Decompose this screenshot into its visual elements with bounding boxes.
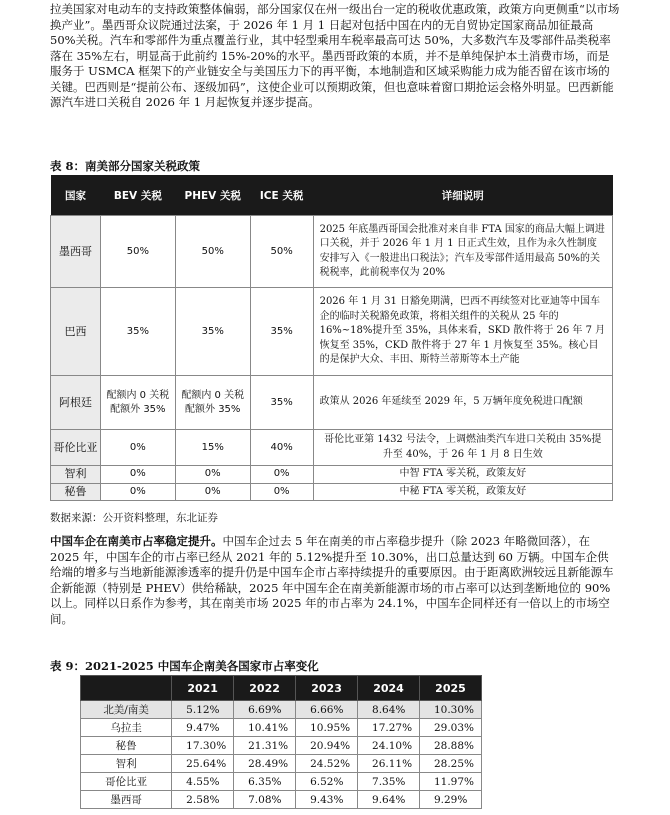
- value-cell: 6.35%: [234, 773, 296, 791]
- value-cell: 11.97%: [419, 773, 481, 791]
- value-cell: 10.95%: [296, 719, 358, 737]
- value-cell: 25.64%: [172, 755, 234, 773]
- value-cell: 5.12%: [172, 701, 234, 719]
- table-row: [51, 483, 613, 501]
- value-cell: 29.03%: [419, 719, 481, 737]
- value-cell: 2.58%: [172, 791, 234, 809]
- value-cell: 26.11%: [358, 755, 420, 773]
- value-cell: 9.64%: [358, 791, 420, 809]
- table-row: [51, 430, 613, 466]
- value-cell: 6.66%: [296, 701, 358, 719]
- share-table-header: [81, 676, 482, 701]
- row-label: 智利: [81, 755, 172, 773]
- detail-cell: 2026 年 1 月 31 日豁免期满，巴西不再续签对比亚迪等中国车企的临时关税豁免政策，将相关组件的关税从 25 年的 16%~18%提升至 35%，具体来看，SKD 散件将于 26 年 7 月恢复至 35%，CKD 散件将于 27 年 1 月恢复至 35%。核心目的是保护大众、丰田、斯特兰蒂斯等本土产能: [313, 288, 612, 376]
- detail-cell: 中秘 FTA 零关税，政策友好: [313, 483, 612, 501]
- header-year: 2024: [358, 676, 420, 701]
- table-row: [51, 466, 613, 484]
- paragraph-lead: 中国车企在南美市占率稳定提升。: [50, 534, 223, 548]
- header-empty: [81, 676, 172, 701]
- value-cell: 28.88%: [419, 737, 481, 755]
- detail-cell: 政策从 2026 年延续至 2029 年，5 万辆年度免税进口配额: [313, 376, 612, 430]
- phev-cell: 35%: [175, 288, 250, 376]
- table8-caption: 表 8：南美部分国家关税政策: [50, 159, 201, 173]
- value-cell: 21.31%: [234, 737, 296, 755]
- value-cell: 24.10%: [358, 737, 420, 755]
- header-ice: ICE 关税: [250, 175, 313, 216]
- value-cell: 10.30%: [419, 701, 481, 719]
- paragraph-body: 中国车企过去 5 年在南美的市占率稳步提升（除 2023 年略微回落），在 2025 年，中国车企的市占率已经从 2021 年的 5.12%提升至 10.30%，出口总量达到 60 万辆。中国车企供给端的增多与当地新能源渗透率的提升仍是中国车企市占率持续提升的重要原因。由于距离欧洲较远且新能源车企新能源（特别是 PHEV）供给稀缺，2025 年中国车企在南美新能源市场的市占率可以达到垄断地位的 90%以上。同样以日系作为参考，其在南美市场 2025 年的市占率为 24.1%，中国车企同样还有一倍以上的市场空间。: [50, 534, 614, 626]
- table-row: [81, 701, 482, 719]
- table-row: [51, 376, 613, 430]
- table-row: [81, 737, 482, 755]
- value-cell: 17.30%: [172, 737, 234, 755]
- row-label: 北美/南美: [81, 701, 172, 719]
- data-source-note: 数据来源：公开资料整理，东北证券: [50, 512, 218, 524]
- detail-cell: 哥伦比亚第 1432 号法令，上调燃油类汽车进口关税由 35%提升至 40%，于 26 年 1 月 8 日生效: [313, 430, 612, 466]
- bev-cell: 配额内 0 关税配额外 35%: [100, 376, 175, 430]
- tariff-policy-table: [50, 175, 613, 501]
- row-label: 秘鲁: [81, 737, 172, 755]
- country-cell: 哥伦比亚: [51, 430, 101, 466]
- ice-cell: 35%: [250, 288, 313, 376]
- value-cell: 28.25%: [419, 755, 481, 773]
- phev-cell: 0%: [175, 466, 250, 484]
- bev-cell: 0%: [100, 483, 175, 501]
- detail-cell: 2025 年底墨西哥国会批准对来自非 FTA 国家的商品大幅上调进口关税，并于 2026 年 1 月 1 日正式生效，且作为永久性制度安排写入《一般进出口税法》；汽车及零部件适用最高 50%的关税税率，此前税率仅为 20%: [313, 216, 612, 288]
- value-cell: 6.52%: [296, 773, 358, 791]
- value-cell: 17.27%: [358, 719, 420, 737]
- table-row: [81, 791, 482, 809]
- bev-cell: 50%: [100, 216, 175, 288]
- value-cell: 20.94%: [296, 737, 358, 755]
- detail-cell: 中智 FTA 零关税，政策友好: [313, 466, 612, 484]
- row-label: 乌拉圭: [81, 719, 172, 737]
- value-cell: 7.35%: [358, 773, 420, 791]
- phev-cell: 配额内 0 关税配额外 35%: [175, 376, 250, 430]
- table-row: [51, 216, 613, 288]
- table-row: [51, 288, 613, 376]
- table-row: [81, 773, 482, 791]
- header-bev: BEV 关税: [100, 175, 175, 216]
- row-label: 墨西哥: [81, 791, 172, 809]
- bev-cell: 0%: [100, 430, 175, 466]
- header-country: 国家: [51, 175, 101, 216]
- value-cell: 7.08%: [234, 791, 296, 809]
- country-cell: 秘鲁: [51, 483, 101, 501]
- value-cell: 10.41%: [234, 719, 296, 737]
- ice-cell: 0%: [250, 483, 313, 501]
- value-cell: 4.55%: [172, 773, 234, 791]
- country-cell: 巴西: [51, 288, 101, 376]
- intro-paragraph: 拉美国家对电动车的支持政策整体偏弱，部分国家仅在州一级出台一定的税收优惠政策，政策方向更侧重“以市场换产业”。墨西哥众议院通过法案，于 2026 年 1 月 1 日起对包括中国在内的无自贸协定国家商品加征最高 50%关税。汽车和零部件为重点覆盖行业，其中轻型乘用车税率最高可达 50%，大多数汽车及零部件品类税率落在 35%左右，明显高于此前约 15%-20%的水平。墨西哥政策的本质，并不是单纯保护本土消费市场，而是服务于 USMCA 框架下的产业链安全与美国压力下的再平衡，本地制造和区域采购能力成为能否留在该市场的关键。巴西则是“提前公布、逐级加码”，这使企业可以预期政策，但也意味着窗口期抢运会格外明显。巴西新能源汽车进口关税自 2026 年 1 月起恢复并逐步提高。: [50, 2, 620, 109]
- ice-cell: 35%: [250, 376, 313, 430]
- header-year: 2021: [172, 676, 234, 701]
- phev-cell: 0%: [175, 483, 250, 501]
- header-detail: 详细说明: [313, 175, 612, 216]
- country-cell: 智利: [51, 466, 101, 484]
- bev-cell: 0%: [100, 466, 175, 484]
- table9-caption: 表 9：2021-2025 中国车企南美各国家市占率变化: [50, 659, 319, 673]
- table-row: [81, 755, 482, 773]
- tariff-table-header: [51, 175, 613, 216]
- value-cell: 6.69%: [234, 701, 296, 719]
- value-cell: 9.47%: [172, 719, 234, 737]
- bev-cell: 35%: [100, 288, 175, 376]
- country-cell: 墨西哥: [51, 216, 101, 288]
- country-cell: 阿根廷: [51, 376, 101, 430]
- header-year: 2023: [296, 676, 358, 701]
- header-phev: PHEV 关税: [175, 175, 250, 216]
- phev-cell: 50%: [175, 216, 250, 288]
- value-cell: 8.64%: [358, 701, 420, 719]
- header-year: 2022: [234, 676, 296, 701]
- value-cell: 28.49%: [234, 755, 296, 773]
- row-label: 哥伦比亚: [81, 773, 172, 791]
- table-row: [81, 719, 482, 737]
- ice-cell: 40%: [250, 430, 313, 466]
- ice-cell: 0%: [250, 466, 313, 484]
- header-year: 2025: [419, 676, 481, 701]
- market-share-table: [80, 675, 482, 809]
- ice-cell: 50%: [250, 216, 313, 288]
- value-cell: 24.52%: [296, 755, 358, 773]
- market-share-paragraph: [50, 534, 620, 627]
- value-cell: 9.43%: [296, 791, 358, 809]
- value-cell: 9.29%: [419, 791, 481, 809]
- phev-cell: 15%: [175, 430, 250, 466]
